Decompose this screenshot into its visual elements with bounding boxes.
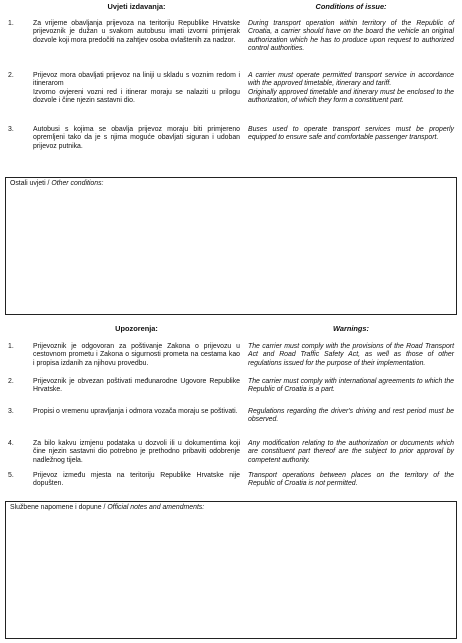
condition-text-en: A carrier must operate permitted transport service in accordance with the approved timetable, itinerary and tariff. Originally approved timetable and itinerary must be enclosed to the authorization, of which they form a constituent part. bbox=[248, 72, 454, 104]
item-number: 5. bbox=[8, 472, 14, 479]
item-number: 3. bbox=[8, 408, 14, 415]
official-notes-label: Službene napomene i dopune / Official notes and amendments: bbox=[10, 504, 205, 511]
condition-text-hr: Autobusi s kojima se obavlja prijevoz moraju biti primjereno opremljeni tako da je s njima moguće obavljati siguran i udoban prijevoz putnika. bbox=[33, 126, 240, 150]
warning-text-en: Regulations regarding the driver's driving and rest period must be observed. bbox=[248, 408, 454, 424]
item-number: 2. bbox=[8, 378, 14, 385]
condition-text-en: Buses used to operate transport services must be properly equipped to ensure safe and comfortable passenger transport. bbox=[248, 126, 454, 142]
warning-text-hr: Prijevoznik je odgovoran za poštivanje Zakona o prijevozu u cestovnom prometu i Zakona o sigurnosti prometa na cestama kao i propisa izdanih za njihovu provedbu. bbox=[33, 343, 240, 367]
warning-text-en: Transport operations between places on the territory of the Republic of Croatia is not permitted. bbox=[248, 472, 454, 488]
warning-text-hr: Za bilo kakvu izmjenu podataka u dozvoli ili u dokumentima koji čine njezin sastavni dio potrebno je prethodno pribaviti odobrenje nadležnog tijela. bbox=[33, 440, 240, 464]
warning-text-hr: Prijevoznik je obvezan poštivati međunarodne Ugovore Republike Hrvatske. bbox=[33, 378, 240, 394]
official-notes-box[interactable] bbox=[5, 501, 457, 639]
item-number: 4. bbox=[8, 440, 14, 447]
condition-text-hr: Za vrijeme obavljanja prijevoza na teritoriju Republike Hrvatske prijevoznik je dužan u svakom autobusu imati izvorni primjerak dozvole koji mora predočiti na zahtjev osoba ovlaštenih za nadzor. bbox=[33, 20, 240, 44]
warning-text-hr: Prijevoz između mjesta na teritoriju Republike Hrvatske nije dopušten. bbox=[33, 472, 240, 488]
conditions-heading-hr: Uvjeti izdavanja: bbox=[107, 2, 166, 11]
conditions-heading-en: Conditions of issue: bbox=[315, 2, 387, 11]
warnings-heading-hr: Upozorenja: bbox=[115, 324, 158, 333]
warning-text-en: The carrier must comply with the provisions of the Road Transport Act and Road Traffic Safety Act, as well as those of other regulations issued for the purpose of their implementation. bbox=[248, 343, 454, 367]
other-conditions-label: Ostali uvjeti / Other conditions: bbox=[10, 180, 104, 187]
warnings-heading-en: Warnings: bbox=[333, 324, 369, 333]
condition-text-hr: Prijevoz mora obavljati prijevoz na liniji u skladu s voznim redom i itinerarom Izvorno ovjereni vozni red i itinerar moraju se nalaziti u prilogu dozvole i čine njezin sastavni dio. bbox=[33, 72, 240, 104]
item-number: 1. bbox=[8, 343, 14, 350]
condition-text-en: During transport operation within territory of the Republic of Croatia, a carrier should have on the board the vehicle an original authorization which he has to produce upon request to authorized control authorities. bbox=[248, 20, 454, 52]
warning-text-en: The carrier must comply with international agreements to which the Republic of Croatia is a part. bbox=[248, 378, 454, 394]
item-number: 1. bbox=[8, 20, 14, 27]
warning-text-hr: Propisi o vremenu upravljanja i odmora vozača moraju se poštivati. bbox=[33, 408, 238, 415]
other-conditions-box[interactable] bbox=[5, 177, 457, 315]
item-number: 2. bbox=[8, 72, 14, 79]
item-number: 3. bbox=[8, 126, 14, 133]
warning-text-en: Any modification relating to the authorization or documents which are constituent part thereof are the subject to prior approval by competent authority. bbox=[248, 440, 454, 464]
